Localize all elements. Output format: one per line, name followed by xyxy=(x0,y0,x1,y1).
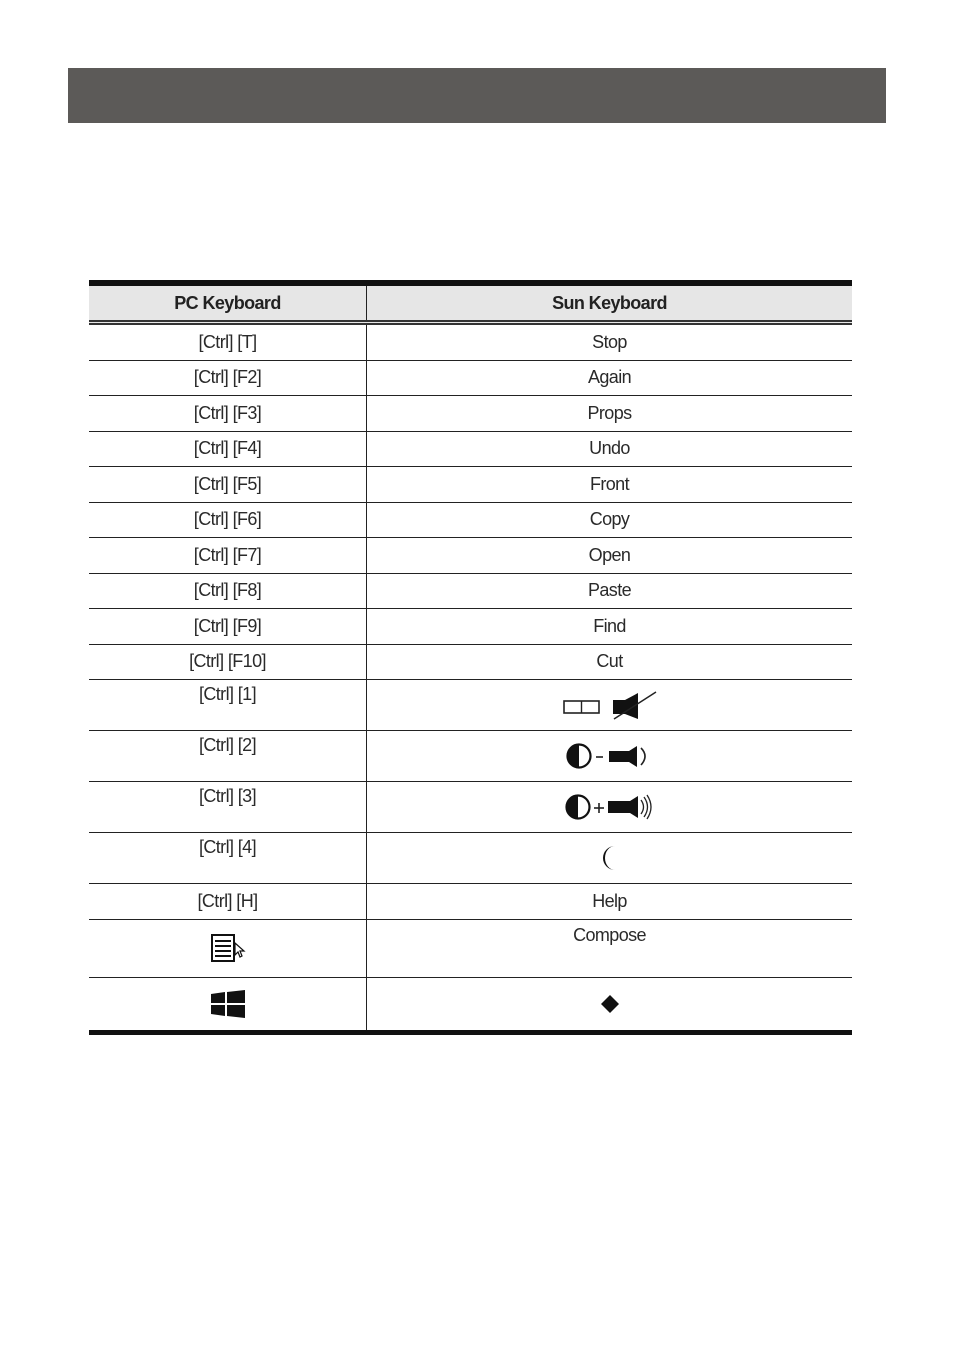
table-row xyxy=(89,731,852,782)
table-row xyxy=(89,396,852,432)
pc-key-cell: [Ctrl] [F10] xyxy=(89,644,367,680)
sun-key-cell: Again xyxy=(367,360,853,396)
table-row xyxy=(89,467,852,503)
pc-keyboard-header: PC Keyboard xyxy=(89,283,367,323)
sun-key-cell: Stop xyxy=(367,323,853,361)
table-row xyxy=(89,609,852,645)
sun-key-cell xyxy=(367,833,853,884)
table-row xyxy=(89,833,852,884)
pc-key-cell: [Ctrl] [3] xyxy=(89,782,367,833)
table-row xyxy=(89,919,852,977)
pc-key-cell: [Ctrl] [T] xyxy=(89,323,367,361)
moon-icon xyxy=(599,844,621,872)
menu-key-icon xyxy=(209,933,247,963)
sun-key-cell: Compose xyxy=(367,919,853,977)
pc-key-cell: [Ctrl] [H] xyxy=(89,884,367,920)
pc-key-cell: [Ctrl] [F2] xyxy=(89,360,367,396)
pc-key-cell: [Ctrl] [F6] xyxy=(89,502,367,538)
pc-key-cell: [Ctrl] [F5] xyxy=(89,467,367,503)
volume-down-icon xyxy=(565,741,655,771)
pc-key-cell xyxy=(89,977,367,1032)
table-row xyxy=(89,538,852,574)
table-row xyxy=(89,502,852,538)
pc-key-cell: [Ctrl] [2] xyxy=(89,731,367,782)
pc-key-cell: [Ctrl] [4] xyxy=(89,833,367,884)
sun-key-cell xyxy=(367,977,853,1032)
pc-key-cell: [Ctrl] [F4] xyxy=(89,431,367,467)
windows-key-icon xyxy=(209,989,247,1019)
sun-key-cell xyxy=(367,731,853,782)
sun-key-cell: Undo xyxy=(367,431,853,467)
table-row xyxy=(89,977,852,1032)
diamond-icon xyxy=(600,994,620,1014)
table-row xyxy=(89,782,852,833)
sun-key-cell: Open xyxy=(367,538,853,574)
section-header-bar xyxy=(68,68,886,123)
pc-key-cell: [Ctrl] [F9] xyxy=(89,609,367,645)
pc-key-cell: [Ctrl] [F7] xyxy=(89,538,367,574)
sun-key-cell: Help xyxy=(367,884,853,920)
sun-key-cell: Cut xyxy=(367,644,853,680)
table-row xyxy=(89,431,852,467)
volume-up-icon xyxy=(564,791,656,823)
table-row xyxy=(89,323,852,361)
sun-key-cell: Paste xyxy=(367,573,853,609)
table-row xyxy=(89,644,852,680)
table-header-row xyxy=(89,283,852,323)
sun-key-cell xyxy=(367,680,853,731)
sun-key-cell: Props xyxy=(367,396,853,432)
keyboard-mapping-table xyxy=(89,280,852,1035)
mute-icon xyxy=(562,690,658,720)
pc-key-cell: [Ctrl] [F8] xyxy=(89,573,367,609)
sun-key-cell: Copy xyxy=(367,502,853,538)
sun-key-cell: Find xyxy=(367,609,853,645)
pc-key-cell: [Ctrl] [F3] xyxy=(89,396,367,432)
sun-key-cell xyxy=(367,782,853,833)
table-row xyxy=(89,680,852,731)
table-row xyxy=(89,360,852,396)
pc-key-cell: [Ctrl] [1] xyxy=(89,680,367,731)
table-row xyxy=(89,884,852,920)
table-row xyxy=(89,573,852,609)
sun-keyboard-header: Sun Keyboard xyxy=(367,283,853,323)
sun-key-cell: Front xyxy=(367,467,853,503)
pc-key-cell xyxy=(89,919,367,977)
